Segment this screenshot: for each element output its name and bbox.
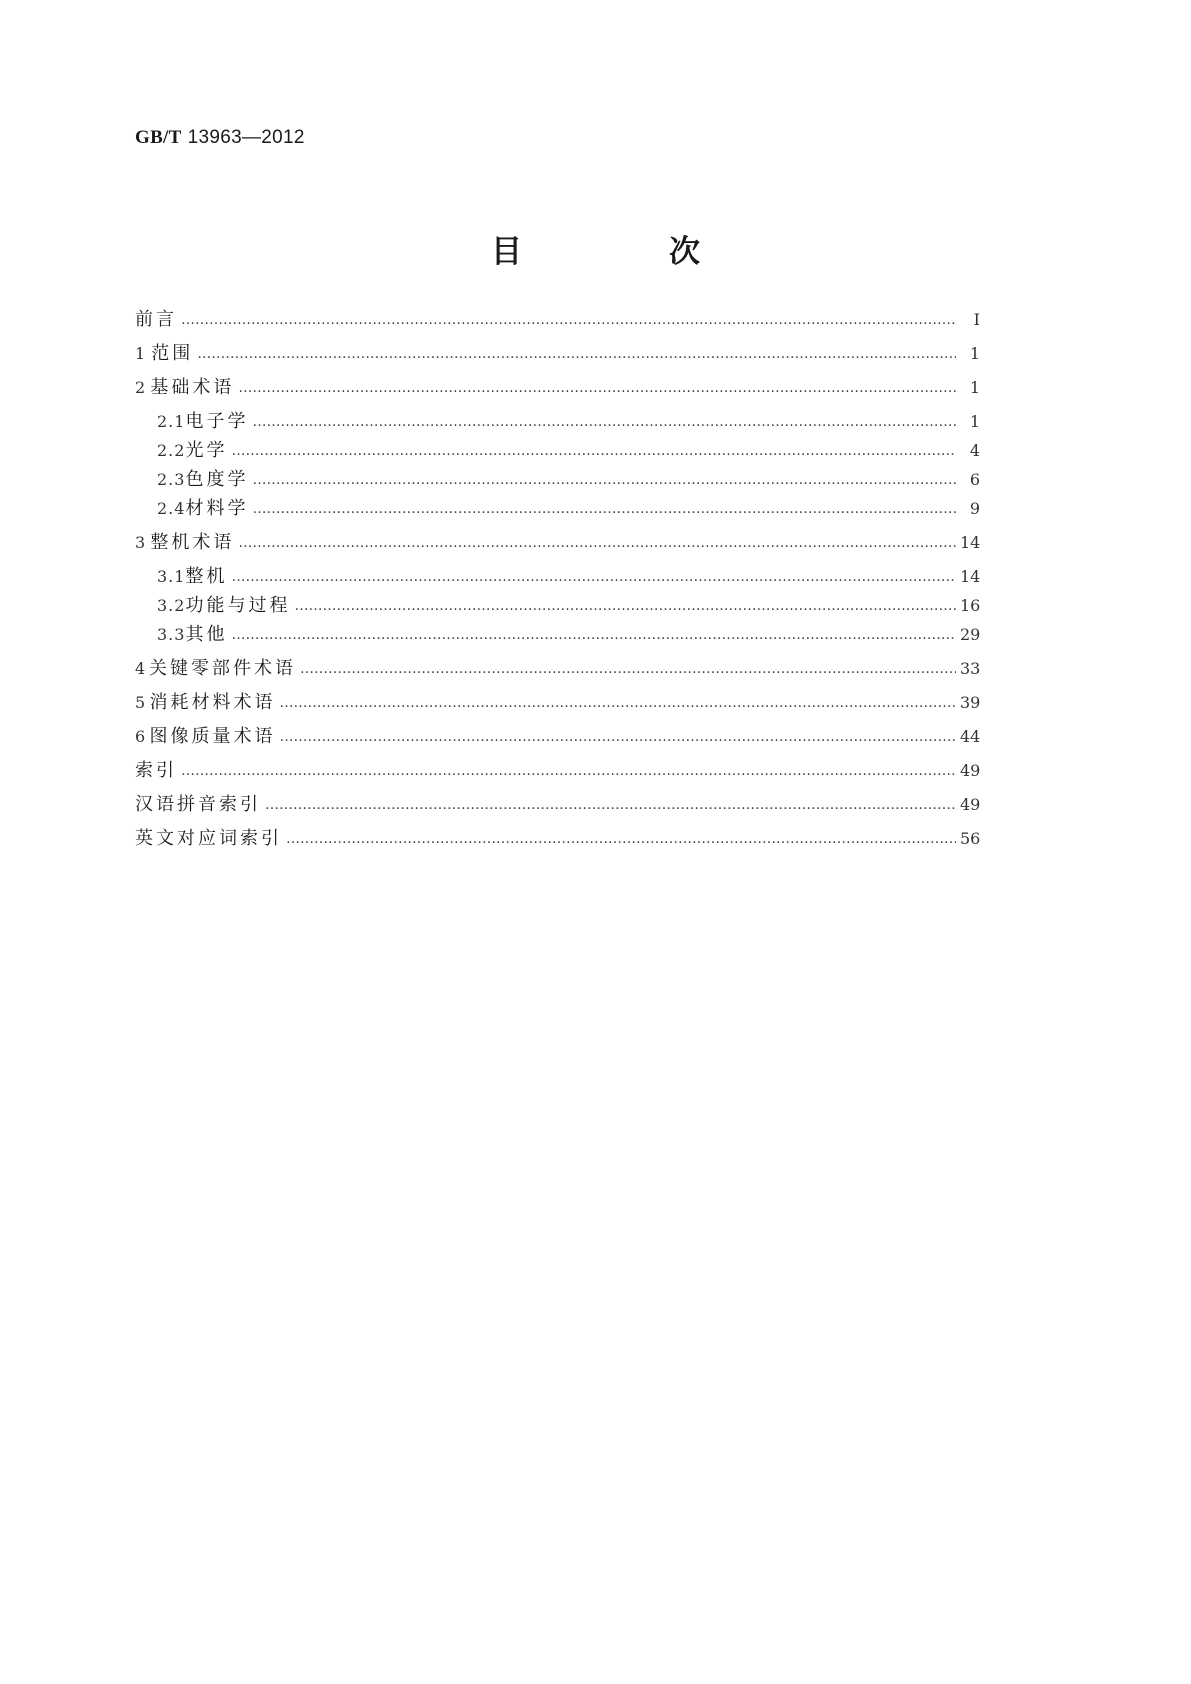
toc-entry-title: 英文对应词索引 [135,828,282,849]
dot-leader [252,496,956,522]
dot-leader [181,307,956,333]
toc-entry-title: 基础术语 [150,377,235,398]
toc-entry-number: 3.3 [157,625,186,644]
toc-entry-page: 14 [960,567,981,586]
dot-leader [279,690,956,716]
toc-entry-number: 3.1 [157,567,186,586]
dot-leader [286,826,956,852]
toc-entry-2-3[interactable] [135,467,980,493]
dot-leader [238,530,956,556]
toc-entry-pinyin-index[interactable] [135,792,980,818]
toc-entry-page: 39 [960,693,981,712]
toc-entry-preface[interactable] [135,307,980,333]
toc-entry-3-2[interactable] [135,593,980,619]
toc-entry-2[interactable] [135,375,980,401]
toc-entry-4[interactable] [135,656,980,682]
toc-entry-page: 1 [969,378,980,397]
toc-entry-title: 整机术语 [150,532,235,553]
toc-entry-2-1[interactable] [135,409,980,435]
toc-entry-5[interactable] [135,690,980,716]
dot-leader [265,792,956,818]
toc-entry-index[interactable] [135,758,980,784]
toc-entry-2-2[interactable] [135,438,980,464]
toc-entry-title: 光学 [185,440,228,461]
dot-leader [231,438,956,464]
toc-entry-page: 33 [960,659,981,678]
toc-entry-number: 3 [135,533,147,552]
toc-entry-2-4[interactable] [135,496,980,522]
toc-entry-title: 色度学 [185,469,249,490]
toc-entry-3-3[interactable] [135,622,980,648]
dot-leader [238,375,956,401]
toc-entry-english-index[interactable] [135,826,980,852]
dot-leader [252,467,956,493]
toc-entry-number: 2.1 [157,412,186,431]
toc-entry-number: 6 [135,727,147,746]
toc-entry-title: 材料学 [185,498,249,519]
toc-entry-title: 关键零部件术语 [149,658,297,679]
dot-leader [279,724,956,750]
toc-entry-number: 2.3 [157,470,186,489]
toc-entry-title: 图像质量术语 [149,726,276,747]
dot-leader [197,341,956,367]
toc-entry-1[interactable] [135,341,980,367]
toc-entry-title: 范围 [151,343,194,364]
toc-entry-title: 电子学 [185,411,249,432]
toc-entry-page: 4 [969,441,980,460]
toc-entry-title: 功能与过程 [185,595,291,616]
toc-entry-page: 1 [969,344,980,363]
toc-entry-title: 汉语拼音索引 [135,794,261,815]
standard-prefix: GB/T [135,127,182,148]
toc-entry-page: 6 [969,470,980,489]
toc-entry-page: 16 [960,596,981,615]
standard-code: 13963—2012 [187,127,305,148]
standard-number [135,126,305,149]
dot-leader [231,622,956,648]
toc-entry-page: 29 [960,625,981,644]
toc-entry-page: 49 [960,761,981,780]
toc-entry-title: 其他 [185,624,228,645]
toc-entry-page: 56 [960,829,981,848]
toc-entry-number: 5 [135,693,147,712]
toc-entry-page: 49 [960,795,981,814]
toc-entry-page: 1 [969,412,980,431]
dot-leader [294,593,956,619]
toc-entry-page: 44 [960,727,981,746]
toc-entry-title: 消耗材料术语 [149,692,276,713]
toc-entry-title: 索引 [135,760,177,781]
dot-leader [181,758,956,784]
toc-entry-3-1[interactable] [135,564,980,590]
toc-entry-number: 4 [135,659,147,678]
toc-entry-number: 2.4 [157,499,186,518]
dot-leader [252,409,956,435]
toc-entry-number: 2.2 [157,441,186,460]
page-title: 目 次 [491,234,758,270]
dot-leader [300,656,956,682]
toc-entry-title: 整机 [185,566,228,587]
toc-entry-number: 3.2 [157,596,186,615]
toc-entry-page: 14 [960,533,981,552]
toc-entry-3[interactable] [135,530,980,556]
toc-entry-page: Ⅰ [973,310,980,329]
toc-entry-number: 1 [135,344,147,363]
toc-entry-title: 前言 [135,309,177,330]
toc-entry-page: 9 [969,499,980,518]
toc-entry-number: 2 [135,378,147,397]
toc-entry-6[interactable] [135,724,980,750]
dot-leader [231,564,956,590]
